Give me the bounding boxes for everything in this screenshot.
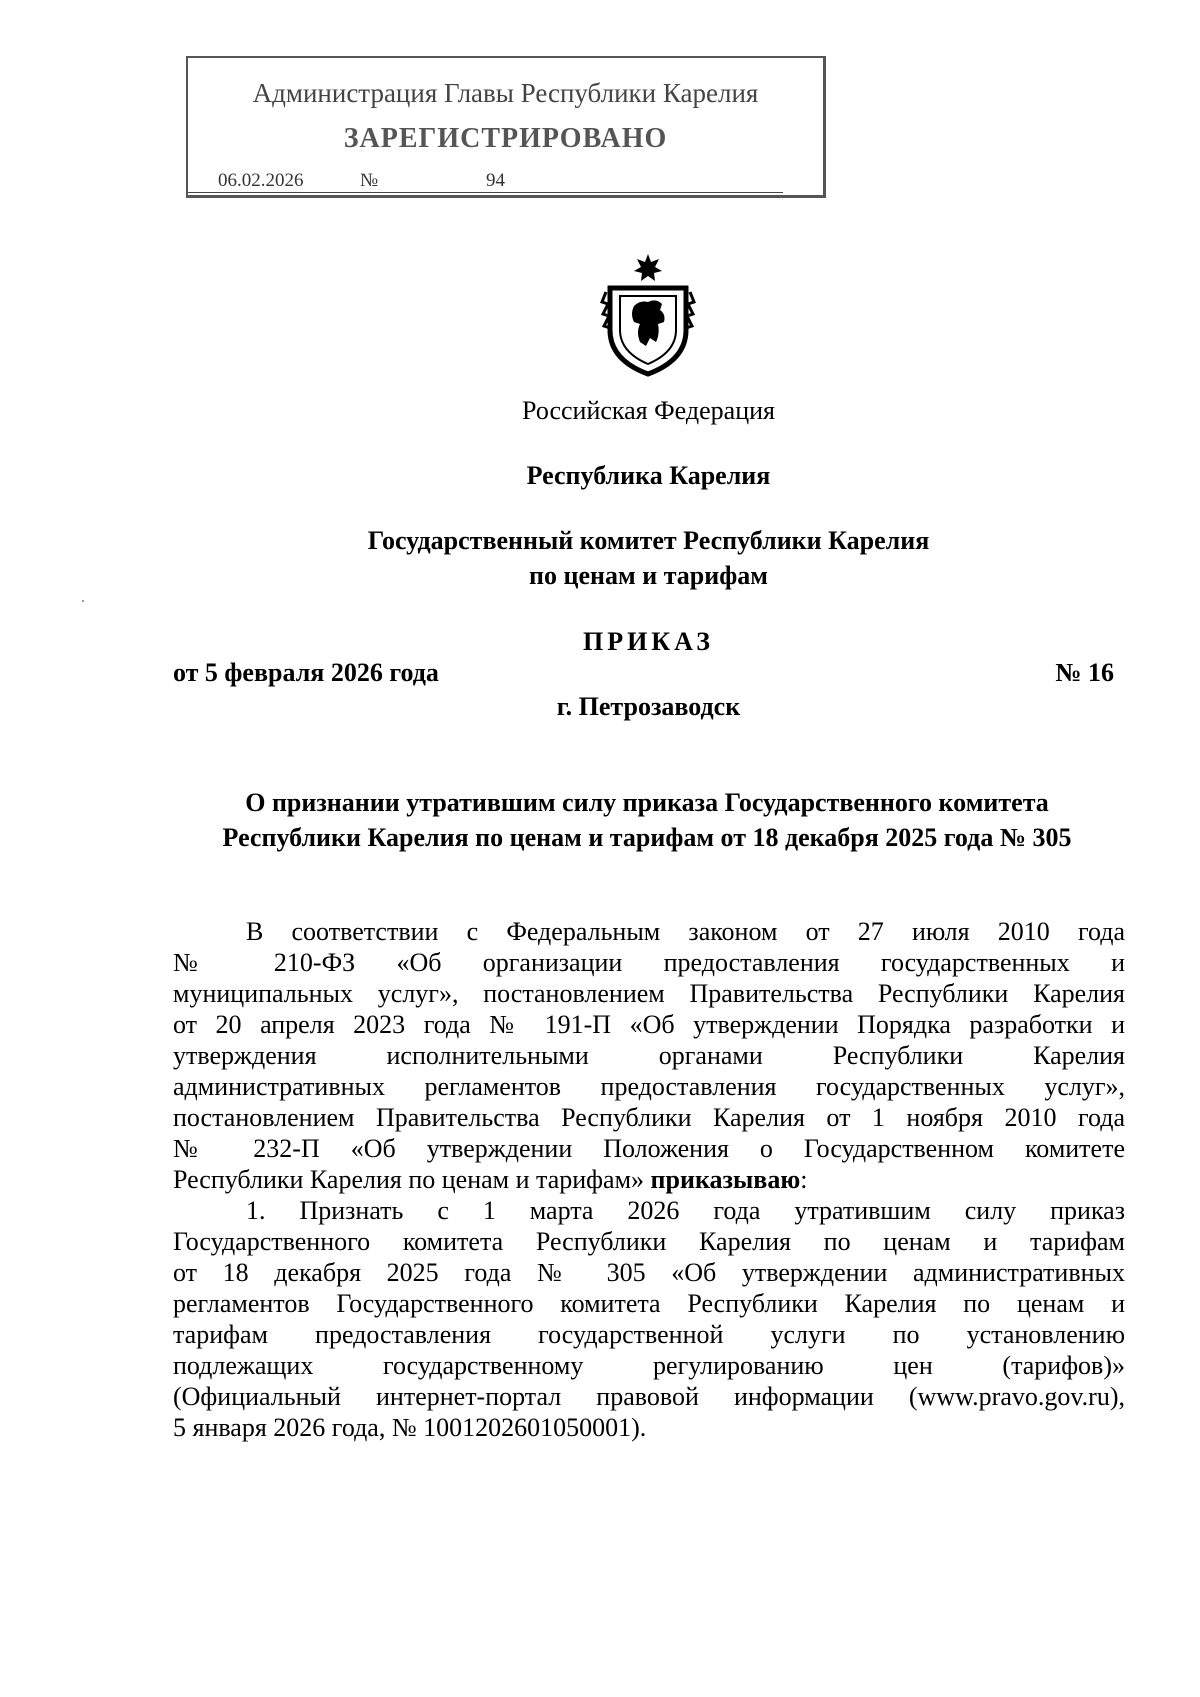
clause-1-line: от 18 декабря 2025 года № 305 «Об утверждении административных [173,1258,1125,1287]
city-name: г. Петрозаводск [556,692,741,721]
committee-name-line2: по ценам и тарифам [529,561,768,590]
republic-name: Республика Карелия [526,461,771,490]
clause-1-line: тарифам предоставления государственной услуги по установлению [173,1320,1125,1349]
stamp-date: 06.02.2026 [218,170,304,191]
stamp-underline [188,192,783,193]
document-type: ПРИКАЗ [582,627,715,656]
clause-1-line: Государственного комитета Республики Карелия по ценам и тарифам [173,1227,1125,1256]
clause-1-line: регламентов Государственного комитета Республики Карелия по ценам и [173,1289,1125,1318]
order-number: № 16 [1055,658,1114,687]
stamp-status: ЗАРЕГИСТРИРОВАНО [343,123,668,154]
clause-1-line: (Официальный интернет-портал правовой информации (www.pravo.gov.ru), [173,1382,1125,1411]
order-title-line2: Республики Карелия по ценам и тарифам от 18 декабря 2025 года № 305 [222,823,1072,852]
body-line-last [173,1164,1125,1195]
order-date: от 5 февраля 2026 года [173,658,439,687]
order-verb: приказываю [650,1165,801,1194]
country-name: Российская Федерация [522,396,775,425]
body-line: утверждения исполнительными органами Республики Карелия [173,1041,1125,1070]
clause-1-line: подлежащих государственному регулированию цен (тарифов)» [173,1351,1125,1380]
committee-name-line1: Государственный комитет Республики Карелия [367,526,930,555]
body-text-fragment: Республики Карелия по ценам и тарифам» [173,1165,645,1194]
karelia-coat-of-arms-icon [600,252,696,378]
stamp-organization: Администрация Главы Республики Карелия [252,78,759,108]
body-line: № 210-ФЗ «Об организации предоставления государственных и [173,948,1125,977]
clause-1-line-last: 5 января 2026 года, № 1001202601050001). [173,1413,647,1442]
body-line: № 232-П «Об утверждении Положения о Государственном комитете [173,1134,1125,1163]
registration-stamp [186,56,826,198]
colon: : [800,1165,808,1194]
body-line: от 20 апреля 2023 года № 191-П «Об утверждении Порядка разработки и [173,1010,1125,1039]
body-line: постановлением Правительства Республики Карелия от 1 ноября 2010 года [173,1103,1125,1132]
order-body [173,916,1125,1443]
body-line: В соответствии с Федеральным законом от 27 июля 2010 года [246,917,1125,946]
body-line: административных регламентов предоставления государственных услуг», [173,1072,1125,1101]
stamp-number-sign: № [360,170,379,191]
stamp-number: 94 [486,170,505,191]
order-title-line1: О признании утратившим силу приказа Государственного комитета [245,788,1049,817]
clause-1-line: 1. Признать с 1 марта 2026 года утратившим силу приказ [246,1196,1125,1225]
scan-speck [82,600,84,602]
body-line: муниципальных услуг», постановлением Правительства Республики Карелия [173,979,1125,1008]
